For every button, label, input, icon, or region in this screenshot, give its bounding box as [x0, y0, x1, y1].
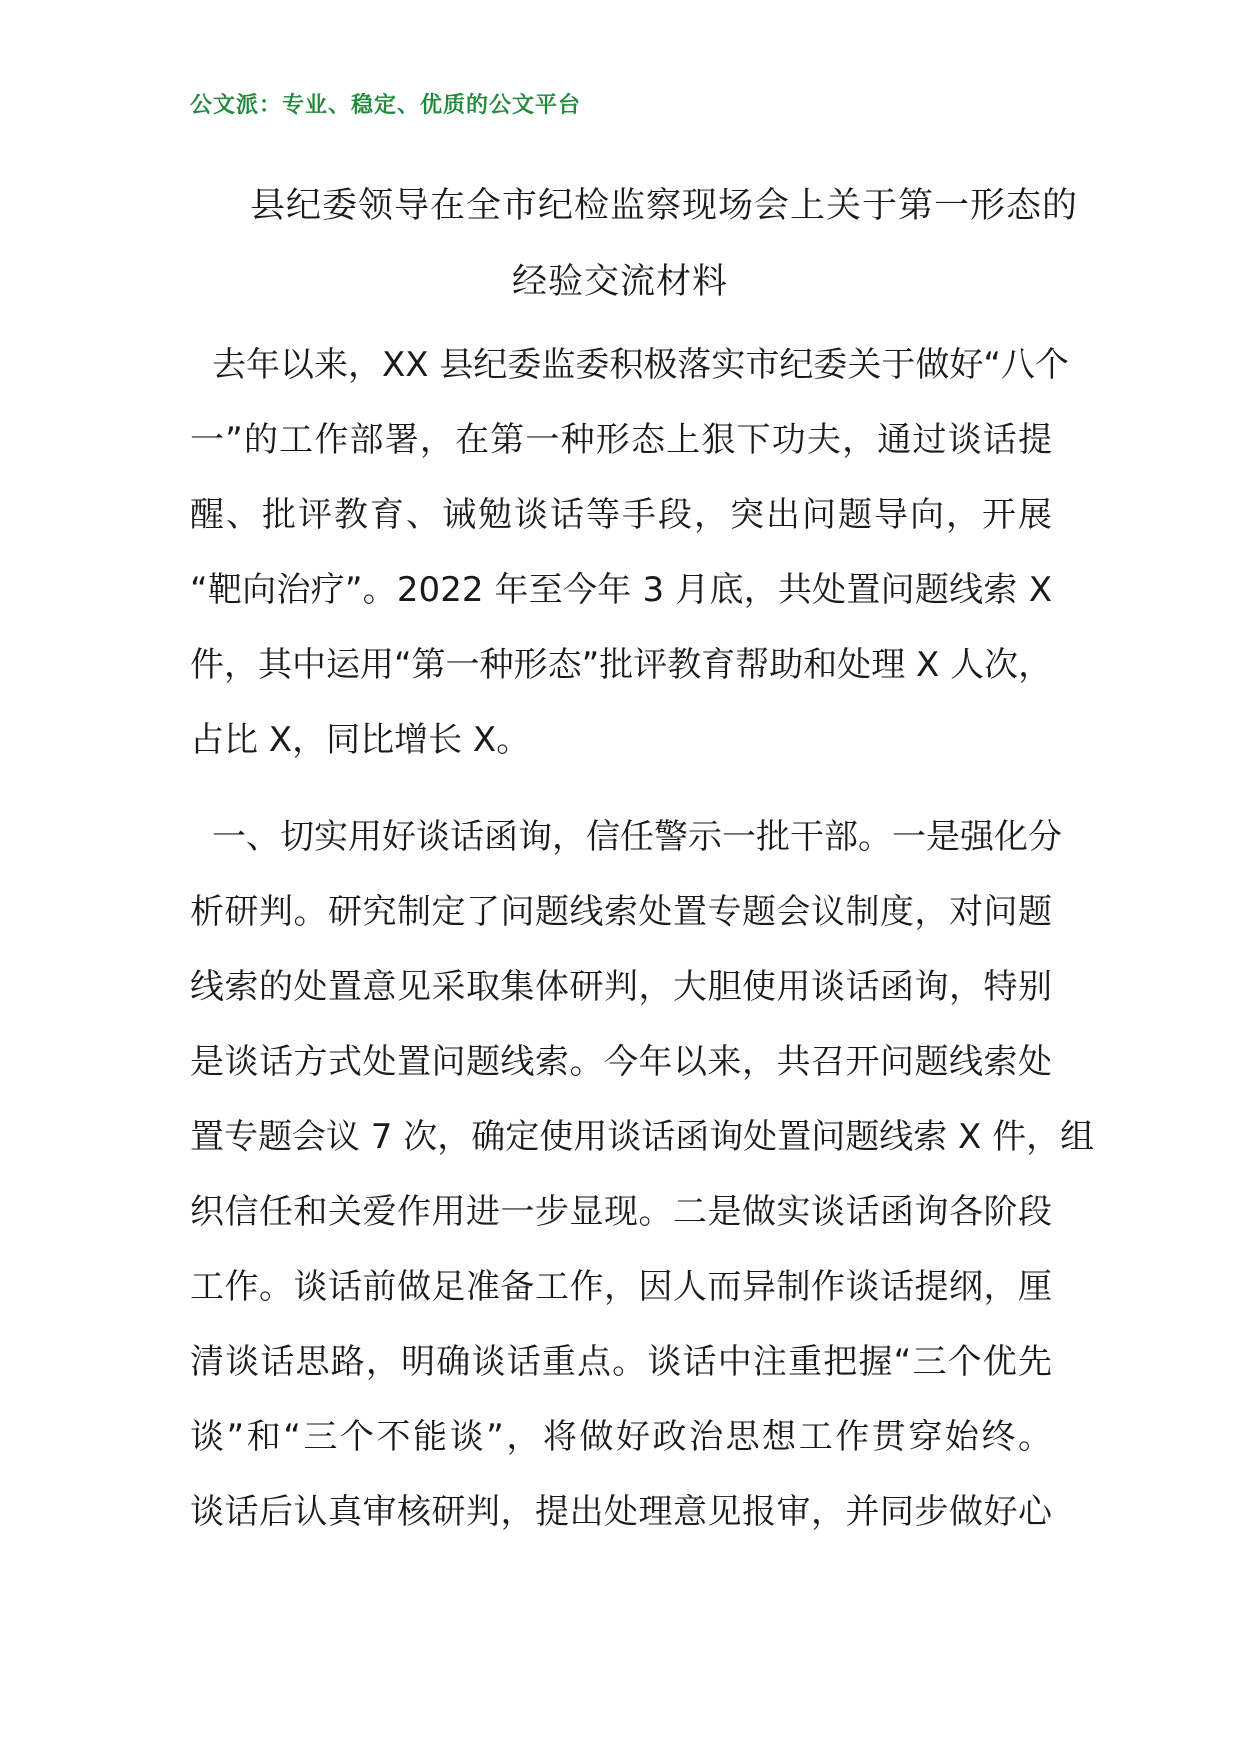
paragraph-line: 占比 X，同比增长 X。 [190, 720, 531, 760]
title-line-1: 县纪委领导在全市纪检监察现场会上关于第一形态的 [250, 186, 1079, 226]
paragraph-line: 清谈话思路，明确谈话重点。谈话中注重把握“三个优先 [190, 1342, 1052, 1382]
paragraph-line: 一”的工作部署，在第一种形态上狠下功夫，通过谈话提 [190, 420, 1052, 460]
paragraph-line: “靶向治疗”。2022 年至今年 3 月底，共处置问题线索 X [190, 570, 1052, 610]
document-title [190, 168, 1079, 320]
paragraph-line: 一、切实用好谈话函询，信任警示一批干部。一是强化分 [212, 817, 1062, 857]
paragraph-line: 置专题会议 7 次，确定使用谈话函询处置问题线索 X 件，组 [190, 1117, 1095, 1157]
paragraph-line: 是谈话方式处置问题线索。今年以来，共召开问题线索处 [190, 1042, 1052, 1082]
paragraph-line: 工作。谈话前做足准备工作，因人而异制作谈话提纲，厘 [190, 1267, 1052, 1307]
paragraph-line: 织信任和关爱作用进一步显现。二是做实谈话函询各阶段 [190, 1192, 1052, 1232]
site-header: 公文派：专业、稳定、优质的公文平台 [190, 93, 582, 118]
paragraph-line: 醒、批评教育、诫勉谈话等手段，突出问题导向，开展 [190, 495, 1052, 535]
paragraph-line: 去年以来，XX 县纪委监委积极落实市纪委关于做好“八个 [212, 345, 1070, 385]
paragraph-line: 谈话后认真审核研判，提出处理意见报审，并同步做好心 [190, 1492, 1052, 1532]
paragraph-intro [190, 328, 1070, 778]
paragraph-line: 析研判。研究制定了问题线索处置专题会议制度，对问题 [190, 892, 1052, 932]
title-line-2: 经验交流材料 [511, 262, 728, 302]
paragraph-line: 件，其中运用“第一种形态”批评教育帮助和处理 X 人次， [190, 645, 1053, 685]
paragraph-line: 线索的处置意见采取集体研判，大胆使用谈话函询，特别 [190, 967, 1052, 1007]
paragraph-line: 谈”和“三个不能谈”，将做好政治思想工作贯穿始终。 [190, 1417, 1052, 1457]
paragraph-section-one [190, 800, 1095, 1550]
